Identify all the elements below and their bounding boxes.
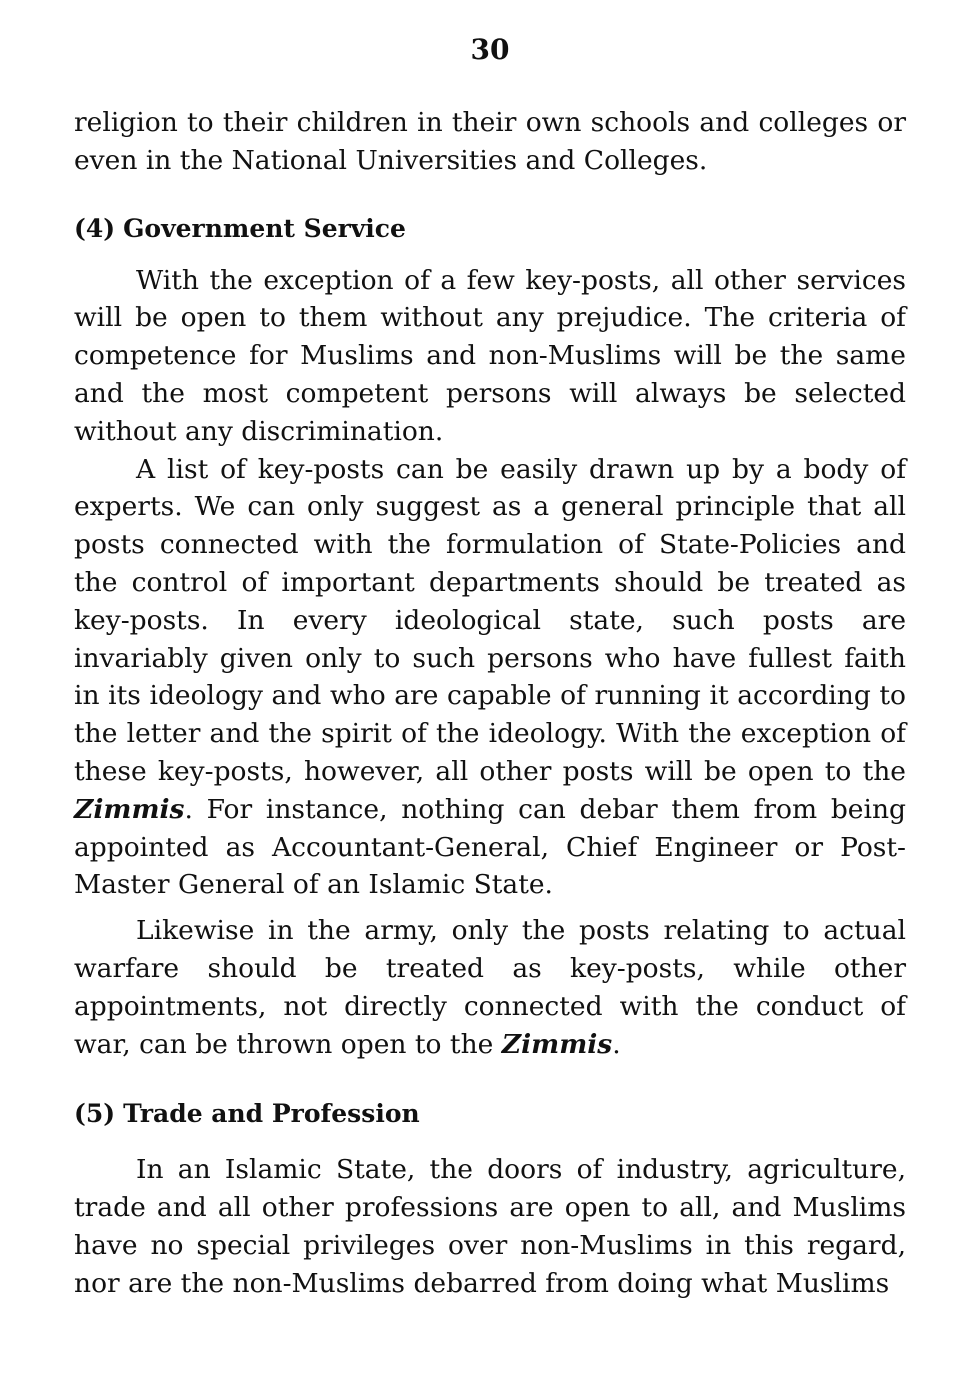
paragraph-text: A list of key-posts can be easily drawn up by a body of experts. We can only suggest as a general principle that all posts connected with the formulation of State-Policies and the control of important departments should be treated as key-posts. In every ideological state, such posts are invariably given only to such persons who have fullest faith in its ideology and who are capable of running it according to the letter and the spirit of the ideology. With the exception of these key-posts, however, all other posts will be open to the [74, 453, 906, 787]
italic-term: Zimmis [74, 793, 185, 825]
book-page [74, 30, 906, 1303]
section-title: Trade and Profession [123, 1099, 420, 1129]
paragraph-text: . For instance, nothing can debar them from being appointed as Accountant-General, Chief Engineer or Post-Master General of an Islamic State. [74, 793, 906, 901]
section-heading-trade-and-profession [74, 1095, 906, 1133]
opening-paragraph: religion to their children in their own schools and colleges or even in the National Universities and Colleges. [74, 107, 906, 176]
section-number: (5) [74, 1099, 116, 1129]
paragraph-text: Likewise in the army, only the posts relating to actual warfare should be treated as key-posts, while other appointments, not directly connected with the conduct of war, can be thrown open to the [74, 915, 906, 1060]
paragraph-text: . [612, 1028, 621, 1060]
paragraph-services-open: With the exception of a few key-posts, all other services will be open to them without any prejudice. The criteria of competence for Muslims and non-Muslims will be the same and the most competent persons will always be selected without any discrimination. [74, 264, 906, 447]
paragraph-army [74, 912, 906, 1063]
paragraph-key-posts [74, 451, 906, 905]
section-heading-government-service [74, 210, 906, 248]
paragraph-trade: In an Islamic State, the doors of industry, agriculture, trade and all other professions are open to all, and Muslims have no special privileges over non-Muslims in this regard, nor are the non-Muslims debarred from doing what Muslims [74, 1154, 906, 1299]
page-number: 30 [470, 33, 510, 66]
italic-term: Zimmis [501, 1028, 613, 1060]
section-title: Government Service [123, 213, 406, 243]
section-number: (4) [74, 213, 116, 243]
